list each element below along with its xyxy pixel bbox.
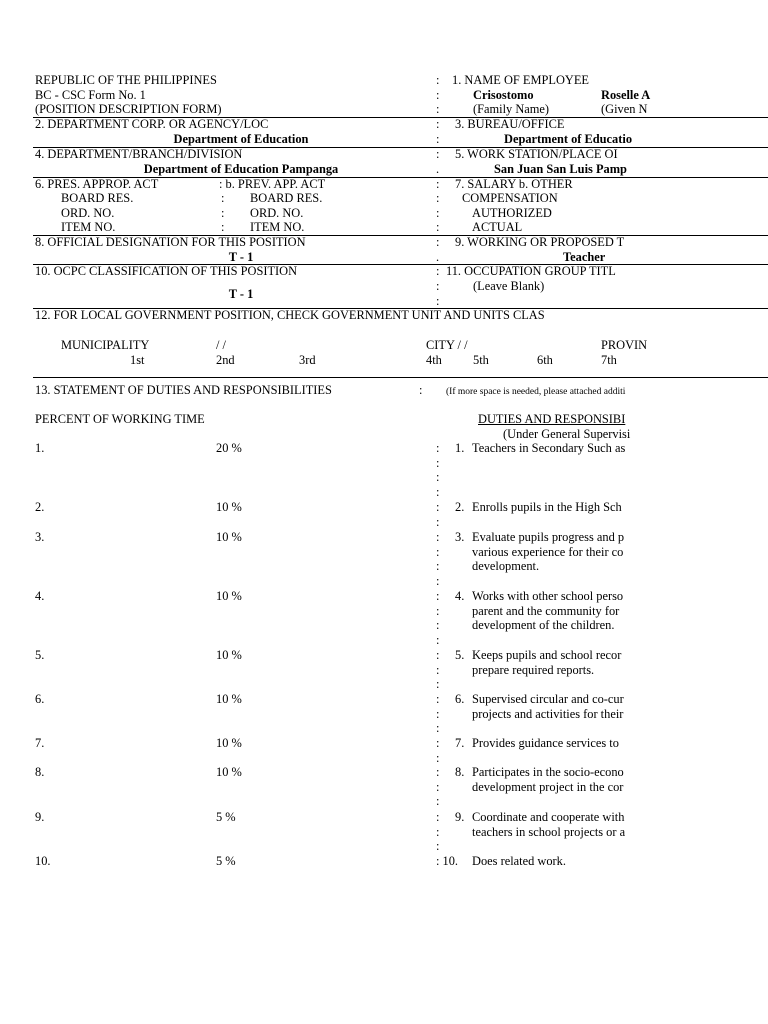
duty-row-number: 10. <box>35 854 51 868</box>
colon: : <box>221 191 225 205</box>
colon: : <box>419 383 423 397</box>
field-6b-board-res: BOARD RES. <box>250 191 323 205</box>
field-2-label: 2. DEPARTMENT CORP. OR AGENCY/LOC <box>35 117 269 131</box>
field-6b-item-no: ITEM NO. <box>250 220 305 234</box>
duty-row-number: 2. <box>35 500 45 514</box>
duty-colon: : <box>436 633 440 648</box>
duty-colon: : <box>436 648 440 662</box>
duty-text: Supervised circular and co-cur <box>472 692 624 706</box>
family-name-caption: (Family Name) <box>473 102 550 116</box>
field-6-ord-no: ORD. NO. <box>61 206 115 220</box>
duty-colon: : <box>436 618 440 633</box>
duty-percent: 10 % <box>216 692 242 706</box>
city-label: CITY / / <box>426 338 468 352</box>
field-3-value: Department of Educatio <box>504 132 633 146</box>
duty-percent: 20 % <box>216 441 242 455</box>
field-8-label: 8. OFFICIAL DESIGNATION FOR THIS POSITION <box>35 235 306 249</box>
field-4-value: Department of Education Pampanga <box>143 162 339 176</box>
field-3-label: 3. BUREAU/OFFICE <box>455 117 565 131</box>
field-13-label: 13. STATEMENT OF DUTIES AND RESPONSIBILITIES <box>35 383 332 397</box>
colon: : <box>436 220 440 234</box>
colon: : <box>436 264 440 278</box>
duty-number: 8. <box>455 765 465 779</box>
duty-colon: : <box>436 706 440 721</box>
duty-number: 2. <box>455 500 465 514</box>
colon: : <box>436 206 440 220</box>
field-6-item-no: ITEM NO. <box>61 220 116 234</box>
duty-row-number: 8. <box>35 765 45 779</box>
republic-heading: REPUBLIC OF THE PHILIPPINES <box>35 73 217 87</box>
field-7-compensation: COMPENSATION <box>462 191 558 205</box>
duty-percent: 10 % <box>216 736 242 750</box>
class-1st: 1st <box>130 353 145 367</box>
colon: : <box>436 235 440 249</box>
duty-colon: : <box>436 750 440 765</box>
percent-working-time-heading: PERCENT OF WORKING TIME <box>35 412 205 426</box>
duty-number: 5. <box>455 648 465 662</box>
field-1-label: 1. NAME OF EMPLOYEE <box>452 73 589 87</box>
field-6-board-res: BOARD RES. <box>61 191 134 205</box>
class-2nd: 2nd <box>216 353 235 367</box>
duty-percent: 5 % <box>216 854 236 868</box>
duty-text: development. <box>472 559 540 574</box>
duty-row-number: 1. <box>35 441 45 455</box>
duty-colon: : <box>436 692 440 706</box>
field-6-label: 6. PRES. APPROP. ACT <box>35 177 159 191</box>
duty-row-number: 9. <box>35 810 45 824</box>
field-10-label: 10. OCPC CLASSIFICATION OF THIS POSITION <box>35 264 298 278</box>
duty-text: various experience for their co <box>472 544 624 559</box>
field-2-value: Department of Education <box>173 132 309 146</box>
duty-text: Teachers in Secondary Such as <box>472 441 626 455</box>
duty-text: Works with other school perso <box>472 589 624 603</box>
class-7th: 7th <box>601 353 617 367</box>
duty-colon: : <box>436 794 440 809</box>
field-5-value: San Juan San Luis Pamp <box>494 162 627 176</box>
field-7-label: 7. SALARY b. OTHER <box>455 177 573 191</box>
class-5th: 5th <box>473 353 489 367</box>
field-6b-ord-no: ORD. NO. <box>250 206 304 220</box>
class-3rd: 3rd <box>299 353 316 367</box>
field-9-label: 9. WORKING OR PROPOSED T <box>455 235 625 249</box>
duty-colon: : <box>436 441 440 455</box>
colon: : <box>436 279 440 293</box>
duty-text: teachers in school projects or a <box>472 824 626 839</box>
class-6th: 6th <box>537 353 553 367</box>
duty-colon: : <box>436 810 440 824</box>
divider <box>33 377 768 378</box>
duty-text: Provides guidance services to <box>472 736 619 750</box>
class-4th: 4th <box>426 353 442 367</box>
field-13-note: (If more space is needed, please attached additi <box>446 387 626 397</box>
colon: : <box>436 102 440 116</box>
field-8-value: T - 1 <box>228 250 254 264</box>
duty-colon: : <box>436 574 440 589</box>
duty-colon: : 10. <box>436 854 459 868</box>
duty-text: development of the children. <box>472 618 615 633</box>
duty-text: Participates in the socio-econo <box>472 765 624 779</box>
field-7-authorized: AUTHORIZED <box>472 206 552 220</box>
supervision-note: (Under General Supervisi <box>503 427 631 441</box>
duty-text: Enrolls pupils in the High Sch <box>472 500 622 514</box>
duty-colon: : <box>436 500 440 514</box>
duty-text: Does related work. <box>472 854 566 868</box>
duty-row-number: 4. <box>35 589 45 603</box>
duty-number: 3. <box>455 530 465 544</box>
duty-colon: : <box>436 485 440 500</box>
field-6b-label: : b. PREV. APP. ACT <box>219 177 326 191</box>
duty-colon: : <box>436 559 440 574</box>
duty-colon: : <box>436 589 440 603</box>
duty-colon: : <box>436 544 440 559</box>
given-name-value: Roselle A <box>601 88 651 102</box>
duty-row-number: 3. <box>35 530 45 544</box>
duty-colon: : <box>436 514 440 529</box>
given-name-caption: (Given N <box>601 102 648 116</box>
duty-percent: 10 % <box>216 765 242 779</box>
duty-colon: : <box>436 839 440 854</box>
duty-text: Keeps pupils and school recor <box>472 648 622 662</box>
duty-colon: : <box>436 662 440 677</box>
field-4-label: 4. DEPARTMENT/BRANCH/DIVISION <box>35 147 243 161</box>
duty-colon: : <box>436 765 440 779</box>
duty-colon: : <box>436 677 440 692</box>
duty-text: development project in the cor <box>472 779 624 794</box>
duty-percent: 10 % <box>216 530 242 544</box>
duty-row-number: 6. <box>35 692 45 706</box>
field-9-value: Teacher <box>563 250 606 264</box>
colon: : <box>436 88 440 102</box>
duty-text: Coordinate and cooperate with <box>472 810 625 824</box>
duty-colon: : <box>436 470 440 485</box>
duty-row-number: 5. <box>35 648 45 662</box>
duty-colon: : <box>436 779 440 794</box>
duty-text: parent and the community for <box>472 603 620 618</box>
municipality-label: MUNICIPALITY <box>61 338 150 352</box>
field-11-label: 11. OCCUPATION GROUP TITL <box>446 264 616 278</box>
duty-text: prepare required reports. <box>472 662 595 677</box>
field-7-actual: ACTUAL <box>472 220 523 234</box>
colon: : <box>436 132 440 146</box>
colon: : <box>436 147 440 161</box>
field-5-label: 5. WORK STATION/PLACE OI <box>455 147 618 161</box>
duty-percent: 10 % <box>216 648 242 662</box>
duty-colon: : <box>436 824 440 839</box>
duty-percent: 10 % <box>216 500 242 514</box>
colon: : <box>436 117 440 131</box>
duties-heading: DUTIES AND RESPONSIBI <box>478 412 626 426</box>
field-12-label: 12. FOR LOCAL GOVERNMENT POSITION, CHECK GOVERNMENT UNIT AND UNITS CLAS <box>35 308 545 322</box>
field-10-value: T - 1 <box>228 287 254 301</box>
duty-row-number: 7. <box>35 736 45 750</box>
colon: : <box>436 73 440 87</box>
duty-text: projects and activities for their <box>472 706 624 721</box>
duty-number: 6. <box>455 692 465 706</box>
duty-colon: : <box>436 530 440 544</box>
duty-number: 4. <box>455 589 465 603</box>
duty-text: Evaluate pupils progress and p <box>472 530 625 544</box>
field-11-note: (Leave Blank) <box>473 279 545 293</box>
colon: : <box>221 220 225 234</box>
form-number: BC - CSC Form No. 1 <box>35 88 146 102</box>
duty-colon: : <box>436 721 440 736</box>
duty-number: 9. <box>455 810 465 824</box>
colon: : <box>221 206 225 220</box>
duty-colon: : <box>436 455 440 470</box>
colon: : <box>436 294 440 308</box>
colon: . <box>436 250 440 264</box>
duty-percent: 10 % <box>216 589 242 603</box>
duty-percent: 5 % <box>216 810 236 824</box>
colon: : <box>436 177 440 191</box>
municipality-slashes: / / <box>216 338 226 352</box>
duty-number: 1. <box>455 441 465 455</box>
colon: . <box>436 162 440 176</box>
duty-colon: : <box>436 736 440 750</box>
colon: : <box>436 191 440 205</box>
form-name: (POSITION DESCRIPTION FORM) <box>35 102 222 116</box>
province-label: PROVIN <box>601 338 648 352</box>
family-name-value: Crisostomo <box>473 88 534 102</box>
duty-number: 7. <box>455 736 465 750</box>
duty-colon: : <box>436 603 440 618</box>
